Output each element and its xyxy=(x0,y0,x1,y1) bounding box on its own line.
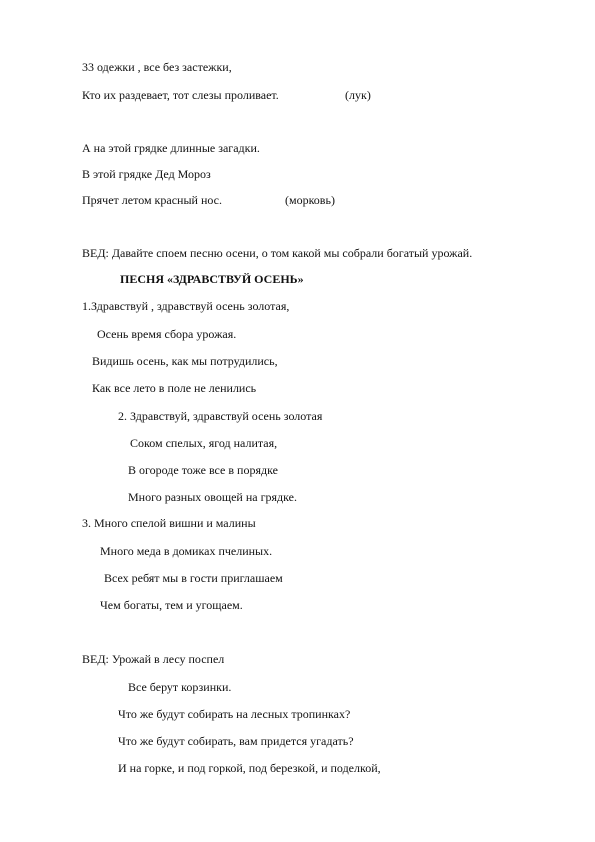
song-line: Видишь осень, как мы потрудились, xyxy=(92,354,278,368)
host-line: ВЕД: Урожай в лесу поспел xyxy=(82,652,225,666)
song-title: ПЕСНЯ «ЗДРАВСТВУЙ ОСЕНЬ» xyxy=(120,272,304,286)
song-line: 3. Много спелой вишни и малины xyxy=(82,516,256,530)
song-line: Много меда в домиках пчелиных. xyxy=(100,544,273,558)
song-line: Много разных овощей на грядке. xyxy=(128,490,297,504)
riddle-line: Прячет летом красный нос. xyxy=(82,193,222,207)
song-line: В огороде тоже все в порядке xyxy=(128,463,278,477)
riddle-answer: (лук) xyxy=(345,88,371,102)
song-line: Всех ребят мы в гости приглашаем xyxy=(104,571,283,585)
riddle-line: А на этой грядке длинные загадки. xyxy=(82,141,260,155)
song-line: 2. Здравствуй, здравствуй осень золотая xyxy=(118,409,323,423)
host-line: Все берут корзинки. xyxy=(128,680,232,694)
song-line: Осень время сбора урожая. xyxy=(97,327,237,341)
riddle-line: В этой грядке Дед Мороз xyxy=(82,167,211,181)
host-line: Что же будут собирать на лесных тропинках? xyxy=(118,707,351,721)
host-line: ВЕД: Давайте споем песню осени, о том какой мы собрали богатый урожай. xyxy=(82,246,473,260)
song-line: Соком спелых, ягод налитая, xyxy=(130,436,278,450)
host-line: Что же будут собирать, вам придется угадать? xyxy=(118,734,354,748)
host-line: И на горке, и под горкой, под березкой, и поделкой, xyxy=(118,761,381,775)
riddle-line: Кто их раздевает, тот слезы проливает. xyxy=(82,88,279,102)
song-line: Чем богаты, тем и угощаем. xyxy=(100,598,243,612)
riddle-line: 33 одежки , все без застежки, xyxy=(82,60,232,74)
song-line: Как все лето в поле не ленились xyxy=(92,381,257,395)
song-line: 1.Здравствуй , здравствуй осень золотая, xyxy=(82,299,290,313)
riddle-answer: (морковь) xyxy=(285,193,335,207)
